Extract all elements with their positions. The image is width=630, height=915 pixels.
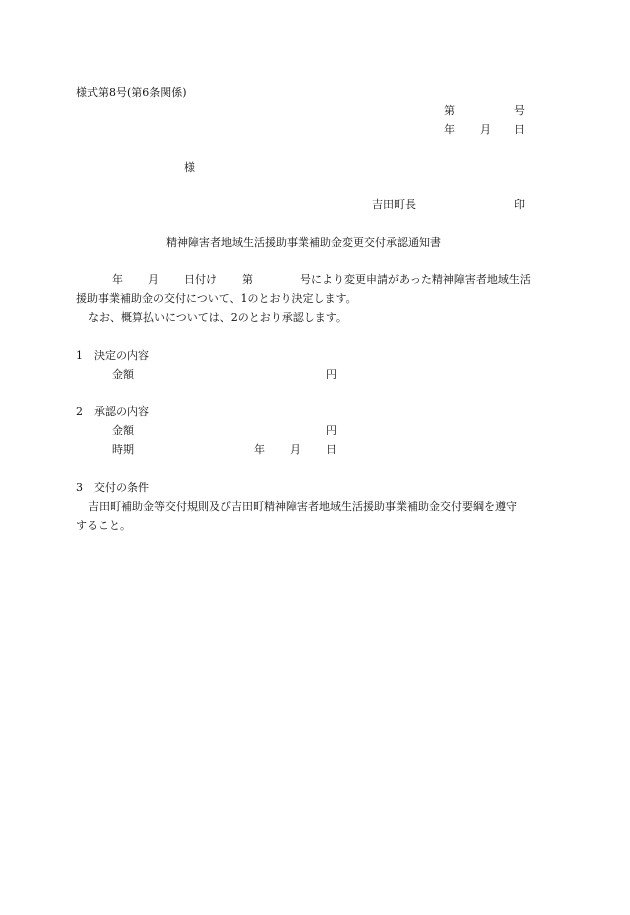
section3-line2: すること。 — [76, 519, 131, 532]
section2-amount-unit: 円 — [326, 424, 337, 437]
body-line1-rest: 号により変更申請があった精神障害者地域生活 — [300, 273, 531, 286]
document-title: 精神障害者地域生活援助事業補助金変更交付承認通知書 — [166, 236, 441, 249]
section3-heading: 3 交付の条件 — [76, 481, 149, 494]
date-day: 日 — [514, 123, 525, 136]
body-month: 月 — [148, 273, 159, 286]
body-year: 年 — [112, 273, 123, 286]
date-month: 月 — [480, 123, 491, 136]
section2-day: 日 — [326, 443, 337, 456]
body-line2: 援助事業補助金の交付について、1のとおり決定します。 — [76, 292, 357, 305]
section1-amount-label: 金額 — [112, 368, 134, 381]
section2-month: 月 — [290, 443, 301, 456]
section2-heading: 2 承認の内容 — [76, 405, 149, 418]
body-line3: なお、概算払いについては、2のとおり承認します。 — [88, 311, 347, 324]
addressee-suffix: 様 — [184, 161, 195, 174]
section2-amount-label: 金額 — [112, 424, 134, 437]
body-dated: 日付け — [184, 273, 217, 286]
sender-title: 吉田町長 — [372, 198, 416, 211]
form-number: 様式第8号(第6条関係) — [76, 86, 187, 99]
section2-period-label: 時期 — [112, 443, 134, 456]
doc-number-dai: 第 — [444, 104, 455, 117]
section3-line1: 吉田町補助金等交付規則及び吉田町精神障害者地域生活援助事業補助金交付要綱を遵守 — [88, 500, 517, 513]
section1-heading: 1 決定の内容 — [76, 349, 149, 362]
date-year: 年 — [444, 123, 455, 136]
section1-amount-unit: 円 — [326, 368, 337, 381]
doc-number-gou: 号 — [514, 104, 525, 117]
section2-year: 年 — [254, 443, 265, 456]
body-dai: 第 — [242, 273, 253, 286]
sender-seal: 印 — [514, 198, 525, 211]
